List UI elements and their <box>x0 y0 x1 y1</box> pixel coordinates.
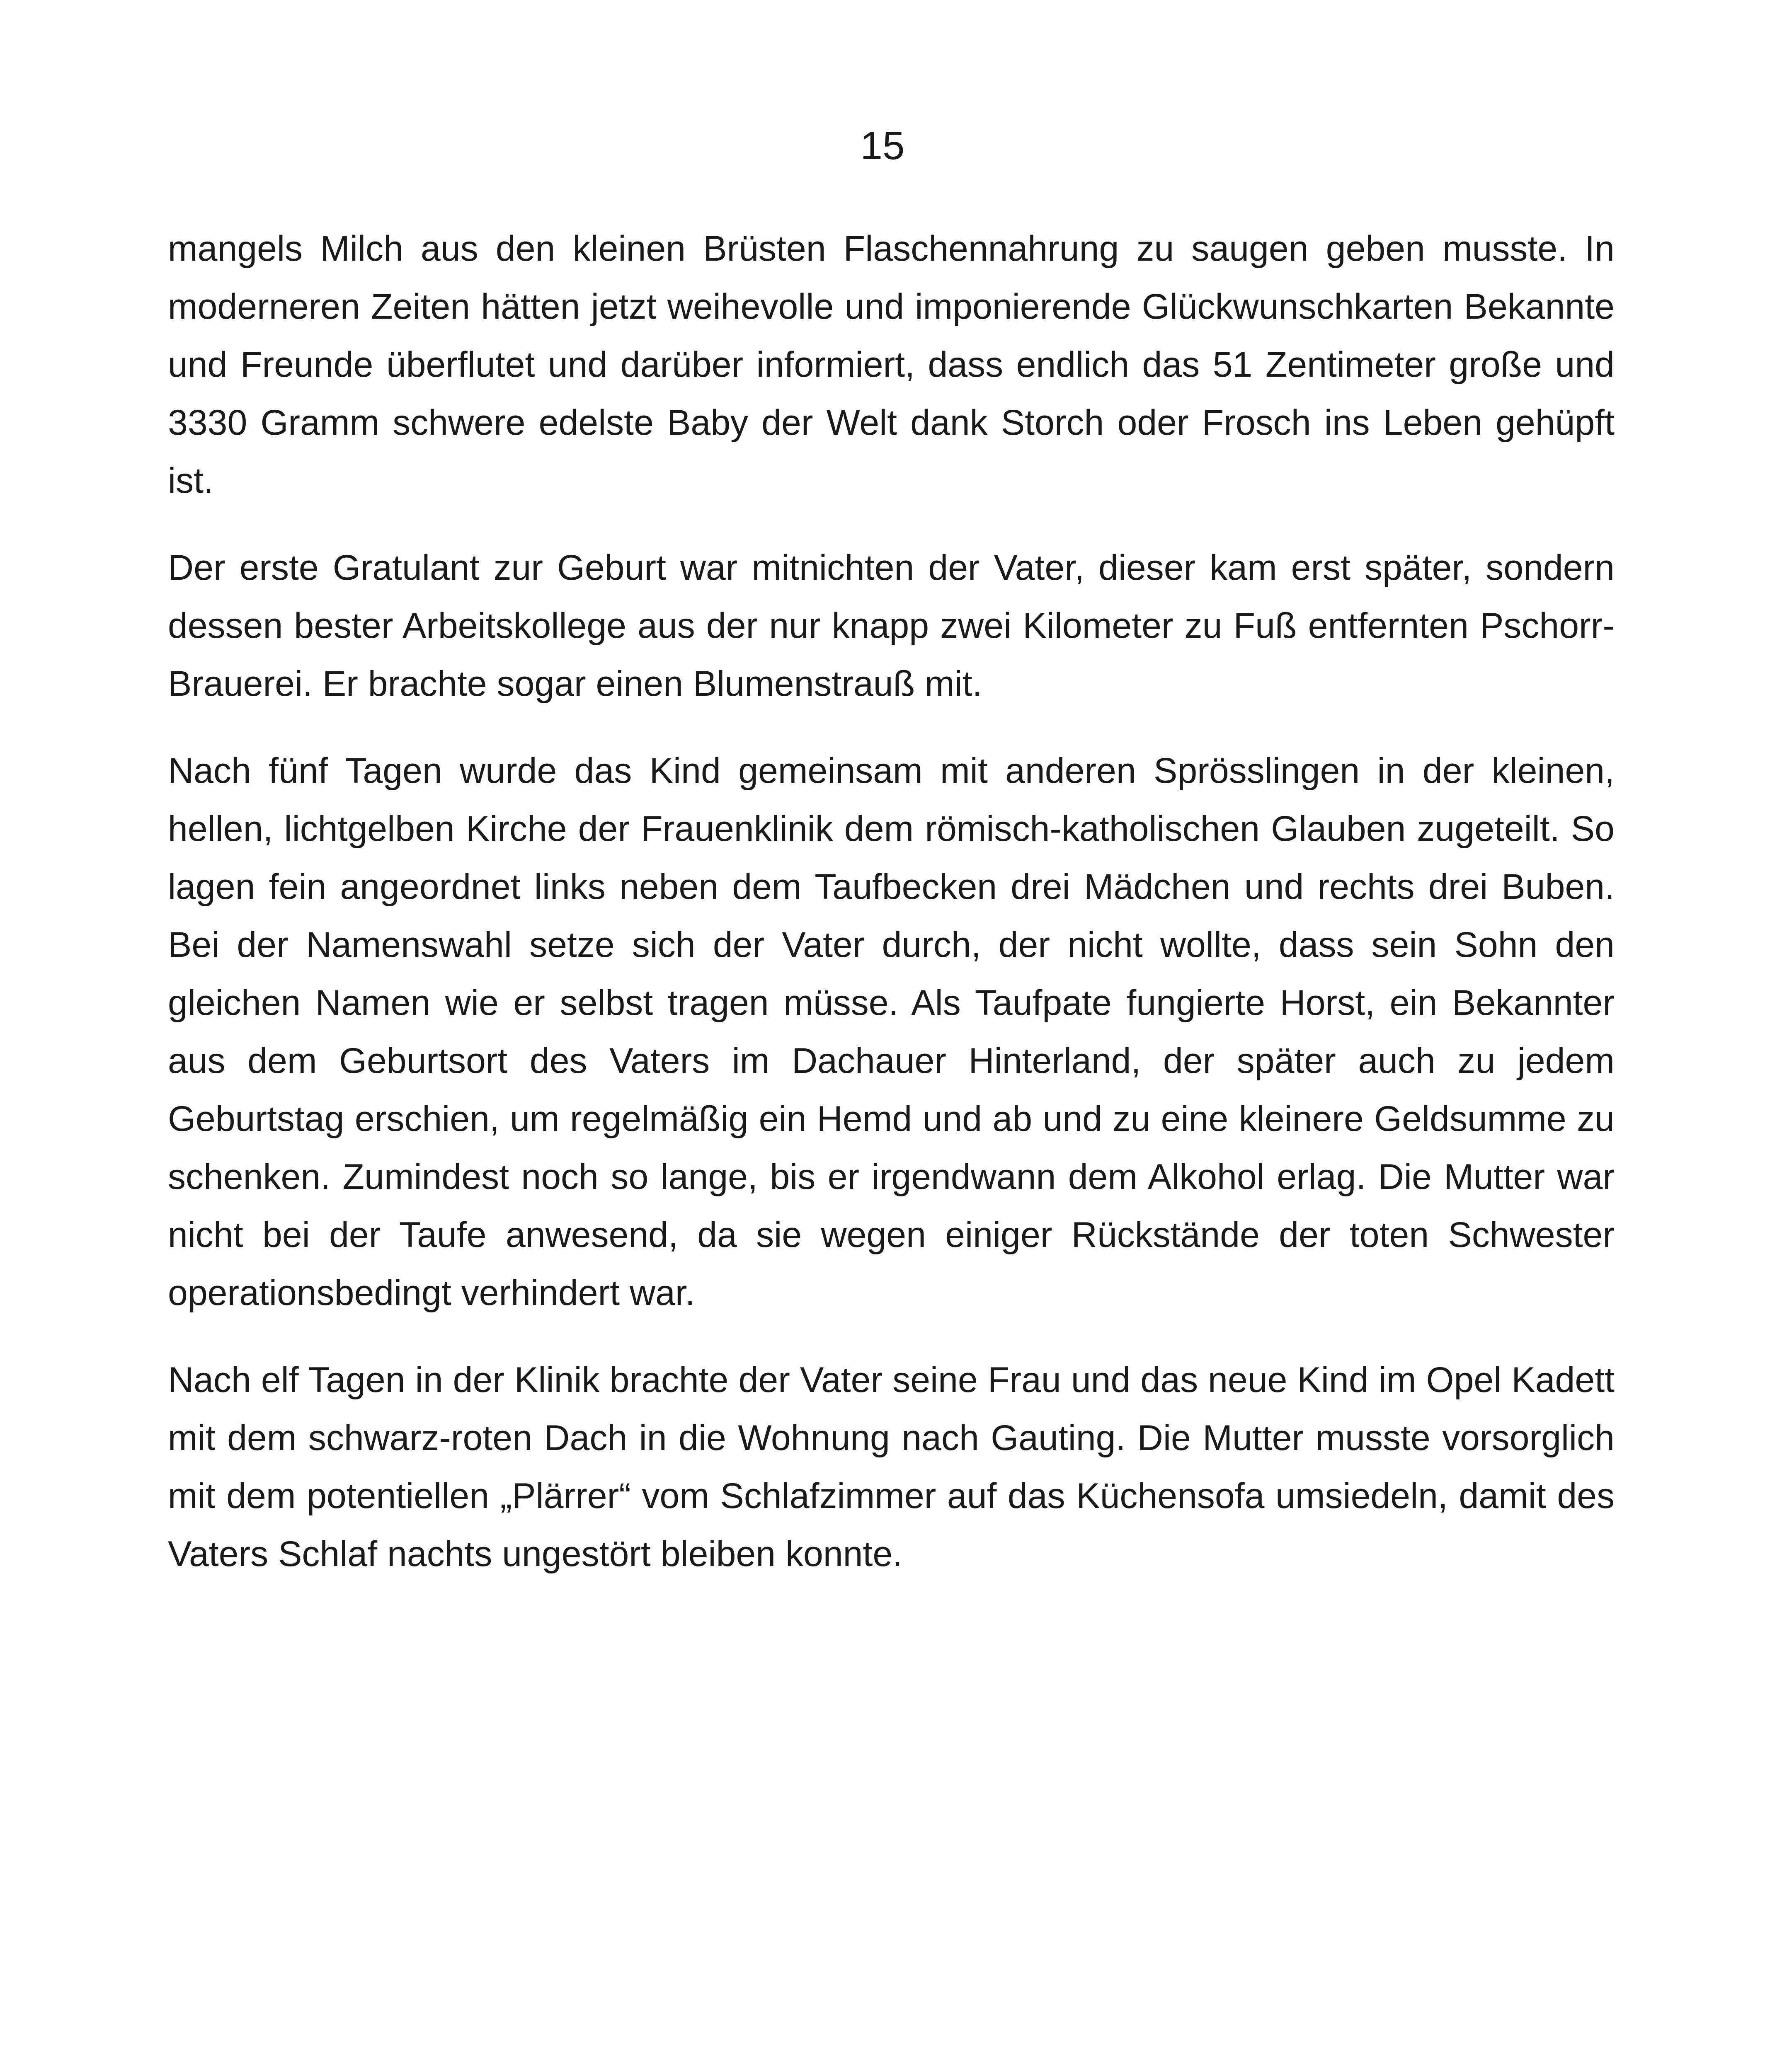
paragraph: Nach elf Tagen in der Klinik brachte der Vater seine Frau und das neue Kind im Opel Kadett mit dem schwarz-roten Dach in die Wohnung nach Gauting. Die Mutter musste vorsorglich mit dem potentiellen „Plärrer“ vom Schlafzimmer auf das Küchensofa umsiedeln, damit des Vaters Schlaf nachts ungestört bleiben konnte. <box>168 1360 1615 1574</box>
paragraph: Nach fünf Tagen wurde das Kind gemeinsam mit anderen Sprösslingen in der kleinen, hellen, lichtgelben Kirche der Frauenklinik dem römisch-katholischen Glauben zugeteilt. So lagen fein angeordnet links neben dem Taufbecken drei Mädchen und rechts drei Buben. Bei der Namenswahl setze sich der Vater durch, der nicht wollte, dass sein Sohn den gleichen Namen wie er selbst tragen müsse. Als Taufpate fungierte Horst, ein Bekannter aus dem Geburtsort des Vaters im Dachauer Hinterland, der später auch zu jedem Geburtstag erschien, um regelmäßig ein Hemd und ab und zu eine kleinere Geldsumme zu schenken. Zumindest noch so lange, bis er irgendwann dem Alkohol erlag. Die Mutter war nicht bei der Taufe anwesend, da sie wegen einiger Rückstände der toten Schwester operationsbedingt verhindert war. <box>168 751 1615 1313</box>
paragraph: mangels Milch aus den kleinen Brüsten Flaschennahrung zu saugen geben musste. In moderneren Zeiten hätten jetzt weihevolle und imponierende Glückwunschkarten Bekannte und Freunde überflutet und darüber informiert, dass endlich das 51 Zentimeter große und 3330 Gramm schwere edelste Baby der Welt dank Storch oder Frosch ins Leben gehüpft ist. <box>168 229 1615 501</box>
paragraph: Der erste Gratulant zur Geburt war mitnichten der Vater, dieser kam erst später, sondern dessen bester Arbeitskollege aus der nur knapp zwei Kilometer zu Fuß entfernten Pschorr-Brauerei. Er brachte sogar einen Blumenstrauß mit. <box>168 548 1615 704</box>
body-text <box>168 220 1615 1612</box>
page-number: 15 <box>860 123 905 168</box>
